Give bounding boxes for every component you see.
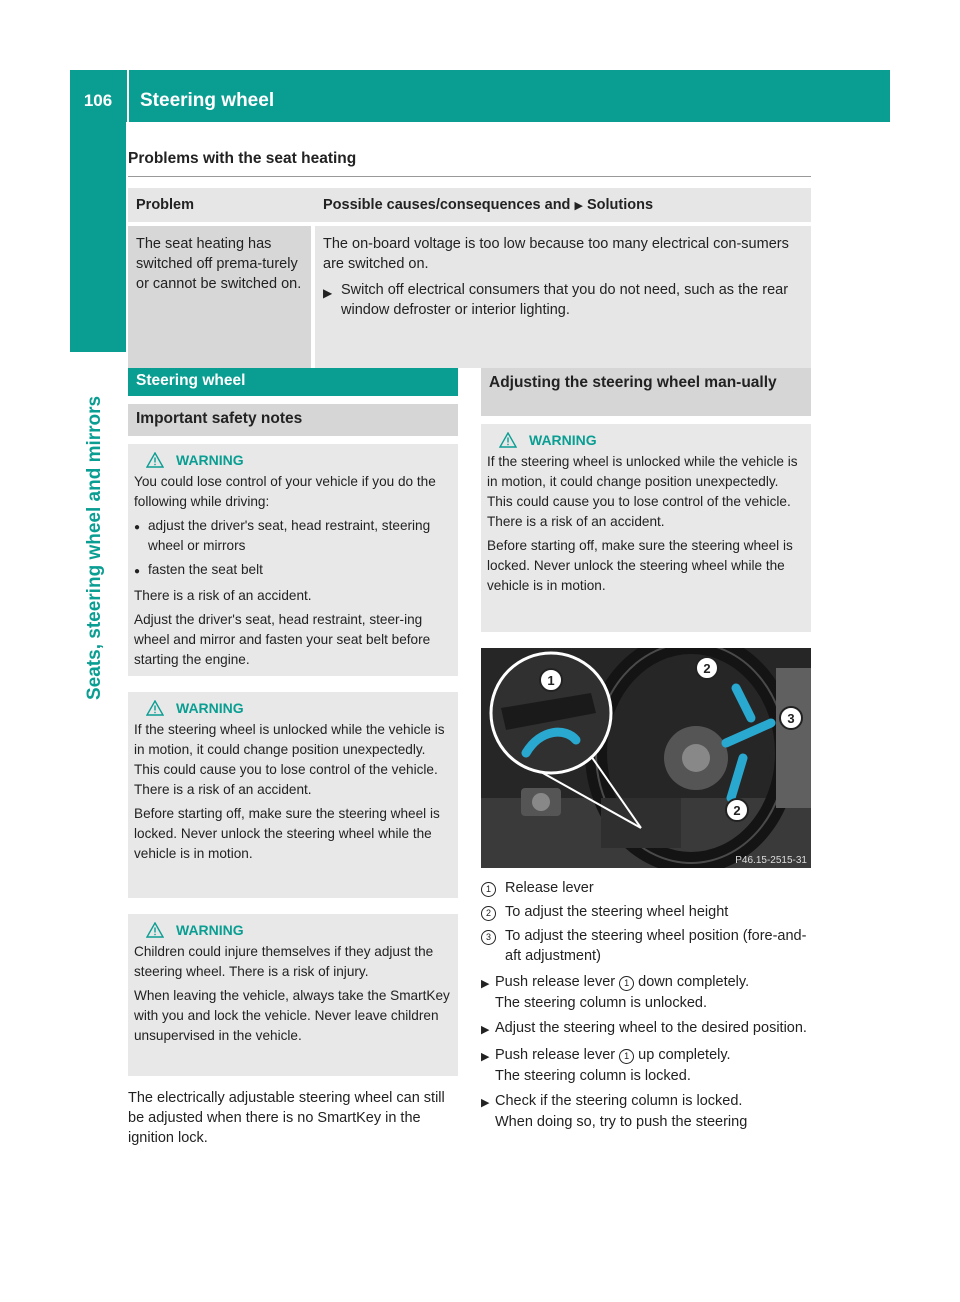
legend-text: To adjust the steering wheel height: [505, 904, 729, 920]
step-text: [495, 1045, 731, 1087]
right-column: [481, 368, 811, 1137]
warning-triangle-icon: [146, 452, 164, 468]
solution-step: [323, 280, 803, 320]
warning-title: [134, 698, 452, 718]
page-title: Steering wheel: [140, 90, 275, 111]
body-paragraph: The electrically adjustable steering wheel can still be adjusted when there is no SmartKey in the ignition lock.: [128, 1090, 445, 1146]
warning-text: Before starting off, make sure the steering wheel is locked. Never unlock the steering wheel while the vehicle is in motion.: [487, 538, 793, 593]
step-text-part: When doing so, try to push the steering: [495, 1114, 748, 1130]
warning-triangle-icon: [499, 432, 517, 448]
callout-1-icon: 1: [481, 882, 496, 897]
problem-cell: The seat heating has switched off prema-turely or cannot be switched on.: [128, 226, 311, 368]
step-text-part: Push release lever: [495, 1047, 616, 1063]
callout-3-icon: 3: [481, 930, 496, 945]
legend-text: To adjust the steering wheel position (fore-and-aft adjustment): [505, 928, 807, 964]
warning-text: There is a risk of an accident.: [134, 588, 312, 603]
legend-text: Release lever: [505, 880, 594, 896]
solution-text: Switch off electrical consumers that you do not need, such as the rear window defroster or interior lighting.: [341, 282, 789, 318]
warning-box: [481, 424, 811, 632]
step-text-part: up completely.: [638, 1047, 731, 1063]
play-arrow-icon: ▶: [323, 286, 333, 300]
warning-text: Children could injure themselves if they adjust the steering wheel. There is a risk of injury.: [134, 944, 434, 979]
warning-text: When leaving the vehicle, always take the SmartKey with you and lock the vehicle. Never leave children unsupervised in the vehicle.: [134, 988, 450, 1043]
legend-list: [481, 878, 811, 966]
cause-text: The on-board voltage is too low because too many electrical con-sumers are switched on.: [323, 236, 789, 272]
step-text-part: down completely.: [638, 974, 750, 990]
col-solution-header-text2: Solutions: [586, 197, 654, 213]
play-arrow-icon: ▶: [574, 200, 583, 212]
step-text-part: Check if the steering column is locked.: [495, 1093, 743, 1109]
step-text: Adjust the steering wheel to the desired position.: [495, 1020, 807, 1036]
warning-title: [134, 450, 452, 470]
steps-list: [481, 972, 811, 1133]
warning-title: [134, 920, 452, 940]
step-item: [481, 1091, 811, 1133]
legend-item: [481, 902, 811, 922]
list-item: [134, 560, 452, 582]
list-item: [134, 516, 452, 556]
play-arrow-icon: ▶: [481, 1051, 490, 1063]
warning-text: If the steering wheel is unlocked while the vehicle is in motion, it could change position unexpectedly. This could cause you to lose control of the vehicle. There is a risk of an accident.: [134, 722, 445, 797]
legend-item: [481, 878, 811, 898]
play-arrow-icon: ▶: [481, 1024, 490, 1036]
play-arrow-icon: ▶: [481, 1097, 490, 1109]
col-solution-header: [315, 188, 811, 222]
warning-triangle-icon: [146, 700, 164, 716]
bullet-icon: ●: [134, 566, 141, 577]
callout-1-icon: 1: [619, 976, 634, 991]
step-item: [481, 1045, 811, 1087]
left-column: [128, 368, 458, 1148]
step-result: The steering column is unlocked.: [495, 995, 707, 1011]
list-item-text: fasten the seat belt: [148, 562, 263, 577]
photo-code: P46.15-2515-31: [735, 855, 807, 866]
svg-text:2: 2: [733, 803, 741, 818]
legend-item: [481, 926, 811, 966]
step-item: [481, 1018, 811, 1041]
step-item: [481, 972, 811, 1014]
list-item-text: adjust the driver's seat, head restraint, steering wheel or mirrors: [148, 518, 431, 553]
warning-label: WARNING: [176, 700, 244, 716]
warning-label: WARNING: [529, 432, 597, 448]
cause-cell: [315, 226, 811, 368]
step-text-part: Push release lever: [495, 974, 616, 990]
warning-box: [128, 914, 458, 1076]
section-title: Adjusting the steering wheel man-ually: [481, 368, 811, 416]
col-solution-header-text: Possible causes/consequences and: [323, 197, 571, 213]
warning-text: Adjust the driver's seat, head restraint, steer-ing wheel and mirror and fasten your seat belt before starting the engine.: [134, 612, 431, 667]
warning-text: If the steering wheel is unlocked while the vehicle is in motion, it could change position unexpectedly. This could cause you to lose control of the vehicle. There is a risk of an accident.: [487, 454, 798, 529]
steering-wheel-photo: [481, 648, 811, 868]
warning-text: Before starting off, make sure the steering wheel is locked. Never unlock the steering wheel while the vehicle is in motion.: [134, 806, 440, 861]
warning-title: [487, 430, 805, 450]
chapter-side-label: Seats, steering wheel and mirrors: [84, 395, 105, 700]
callout-2-icon: 2: [481, 906, 496, 921]
page-number: 106: [83, 91, 113, 110]
bullet-icon: ●: [134, 522, 141, 533]
callout-1-icon: 1: [619, 1049, 634, 1064]
problems-heading: Problems with the seat heating: [128, 150, 811, 177]
table-row: [128, 226, 811, 368]
svg-text:3: 3: [787, 711, 795, 726]
section-title: Steering wheel: [128, 368, 458, 396]
problems-table: [128, 188, 811, 368]
table-header: [128, 188, 811, 222]
steering-wheel-illustration: [481, 648, 811, 868]
warning-label: WARNING: [176, 922, 244, 938]
step-result: The steering column is locked.: [495, 1068, 691, 1084]
header-divider: [127, 70, 129, 122]
warning-text: You could lose control of your vehicle if you do the following while driving:: [134, 474, 436, 509]
step-text: [495, 972, 749, 1014]
subsection-title: Important safety notes: [128, 404, 458, 436]
warning-label: WARNING: [176, 452, 244, 468]
col-problem-header: Problem: [136, 197, 195, 213]
svg-text:2: 2: [703, 661, 711, 676]
side-tab-block: [70, 122, 126, 352]
warning-box: [128, 444, 458, 676]
svg-text:1: 1: [547, 673, 555, 688]
play-arrow-icon: ▶: [481, 978, 490, 990]
step-text: [495, 1091, 747, 1133]
warning-box: [128, 692, 458, 898]
warning-triangle-icon: [146, 922, 164, 938]
